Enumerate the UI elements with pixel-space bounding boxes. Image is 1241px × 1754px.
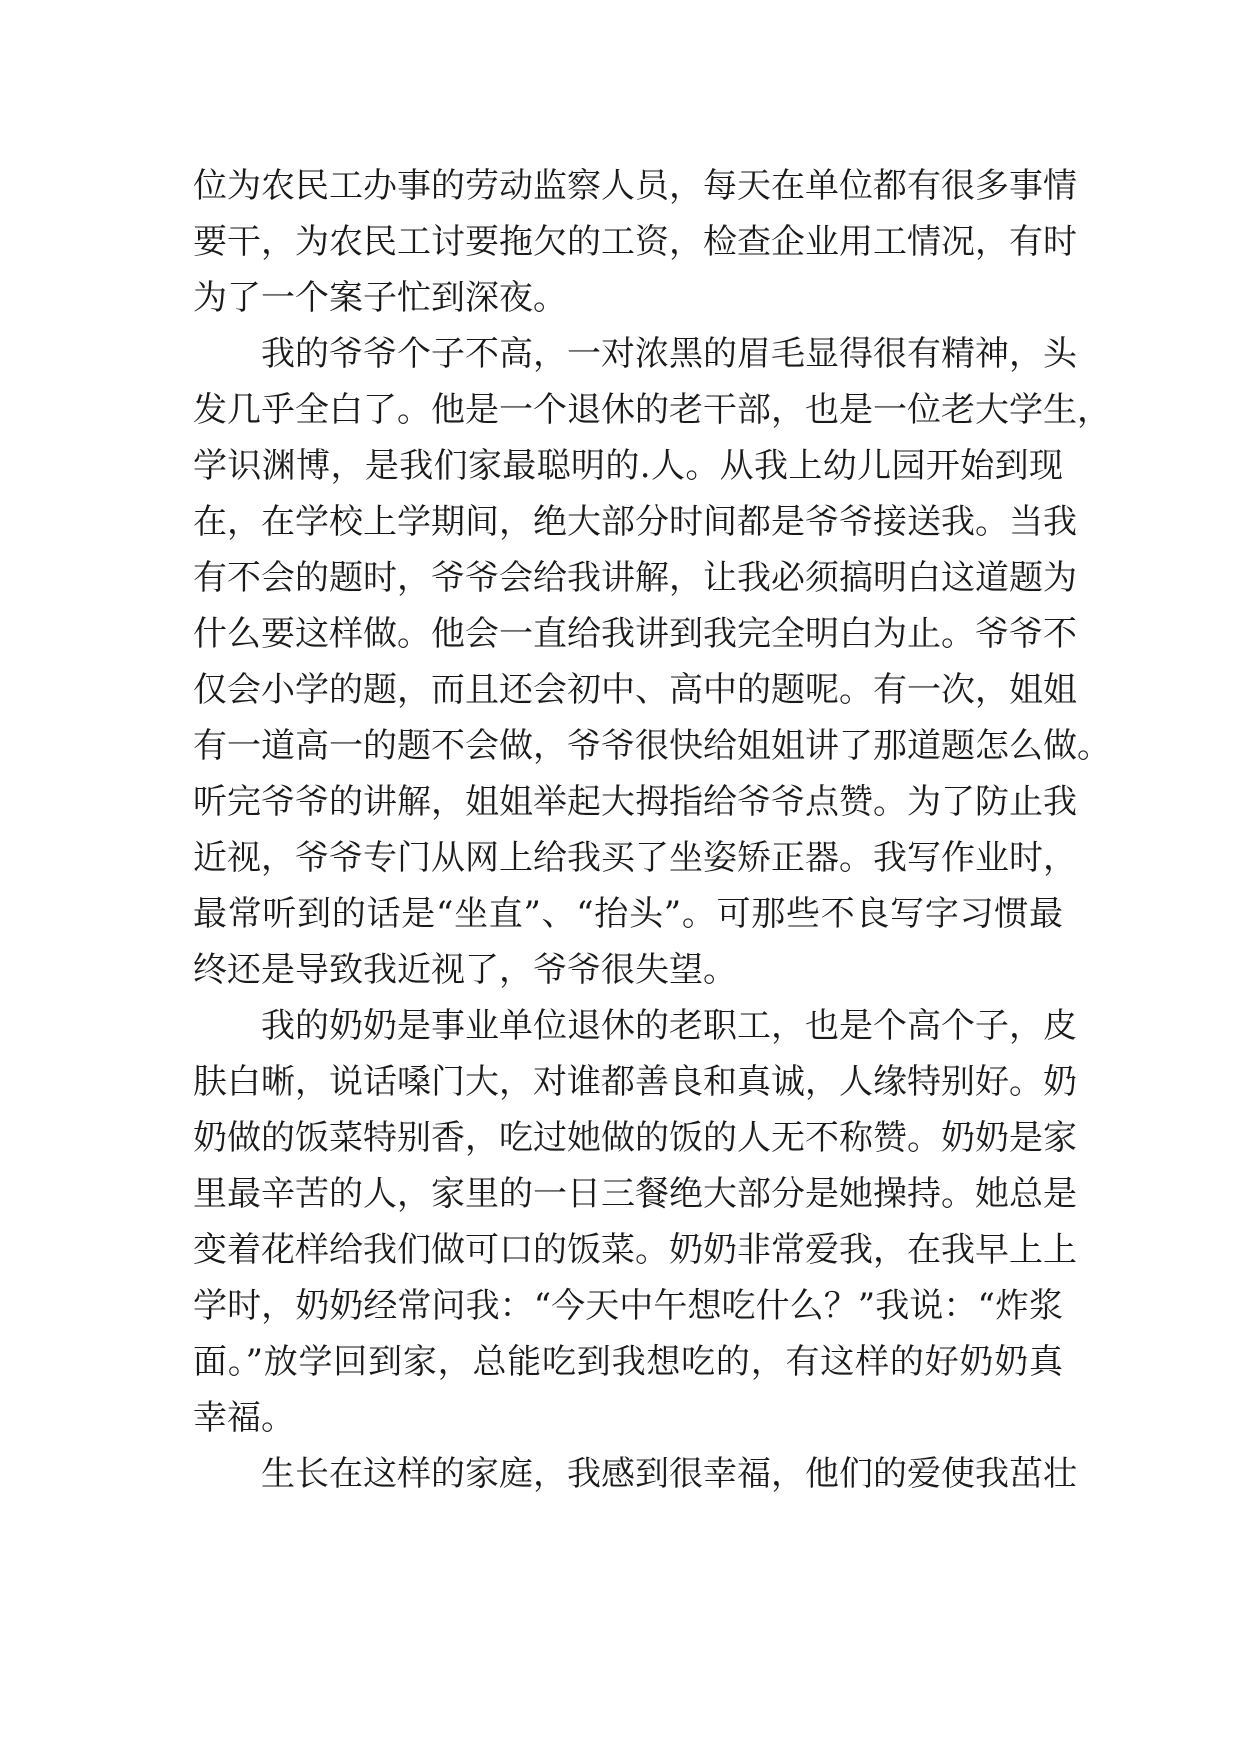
text-line: 我的爷爷个子不高，一对浓黑的眉毛显得很有精神，头 <box>261 334 1077 374</box>
text-line: 面。”放学回到家，总能吃到我想吃的，有这样的好奶奶真 <box>193 1342 1063 1382</box>
text-line: 学识渊博，是我们家最聪明的.人。从我上幼儿园开始到现 <box>193 446 1063 486</box>
text-line: 在，在学校上学期间，绝大部分时间都是爷爷接送我。当我 <box>193 502 1077 542</box>
text-line: 要干，为农民工讨要拖欠的工资，检查企业用工情况，有时 <box>193 222 1077 262</box>
text-line: 位为农民工办事的劳动监察人员，每天在单位都有很多事情 <box>193 166 1077 206</box>
paragraph <box>193 326 1111 998</box>
text-line: 奶做的饭菜特别香，吃过她做的饭的人无不称赞。奶奶是家 <box>193 1118 1077 1158</box>
paragraph <box>193 998 1077 1446</box>
text-line: 发几乎全白了。他是一个退休的老干部，也是一位老大学生， <box>193 390 1111 430</box>
text-line: 什么要这样做。他会一直给我讲到我完全明白为止。爷爷不 <box>193 614 1077 654</box>
text-line: 变着花样给我们做可口的饭菜。奶奶非常爱我，在我早上上 <box>193 1230 1077 1270</box>
text-line: 生长在这样的家庭，我感到很幸福，他们的爱使我茁壮 <box>261 1454 1077 1494</box>
text-line: 肤白晰，说话嗓门大，对谁都善良和真诚，人缘特别好。奶 <box>193 1062 1077 1102</box>
text-line: 近视，爷爷专门从网上给我买了坐姿矫正器。我写作业时， <box>193 838 1077 878</box>
document-body <box>193 158 1111 1502</box>
text-line: 有一道高一的题不会做，爷爷很快给姐姐讲了那道题怎么做。 <box>193 726 1111 766</box>
text-line: 有不会的题时，爷爷会给我讲解，让我必须搞明白这道题为 <box>193 558 1077 598</box>
text-line: 里最辛苦的人，家里的一日三餐绝大部分是她操持。她总是 <box>193 1174 1077 1214</box>
text-line: 仅会小学的题，而且还会初中、高中的题呢。有一次，姐姐 <box>193 670 1077 710</box>
text-line: 学时，奶奶经常问我：“今天中午想吃什么？”我说：“炸浆 <box>193 1286 1063 1326</box>
text-line: 最常听到的话是“坐直”、“抬头”。可那些不良写字习惯最 <box>193 894 1063 934</box>
text-line: 幸福。 <box>193 1398 295 1438</box>
text-line: 听完爷爷的讲解，姐姐举起大拇指给爷爷点赞。为了防止我 <box>193 782 1077 822</box>
text-line: 为了一个案子忙到深夜。 <box>193 278 567 318</box>
text-line: 我的奶奶是事业单位退休的老职工，也是个高个子，皮 <box>261 1006 1077 1046</box>
paragraph <box>193 1446 1077 1502</box>
paragraph <box>193 158 1077 326</box>
text-line: 终还是导致我近视了，爷爷很失望。 <box>193 950 737 990</box>
